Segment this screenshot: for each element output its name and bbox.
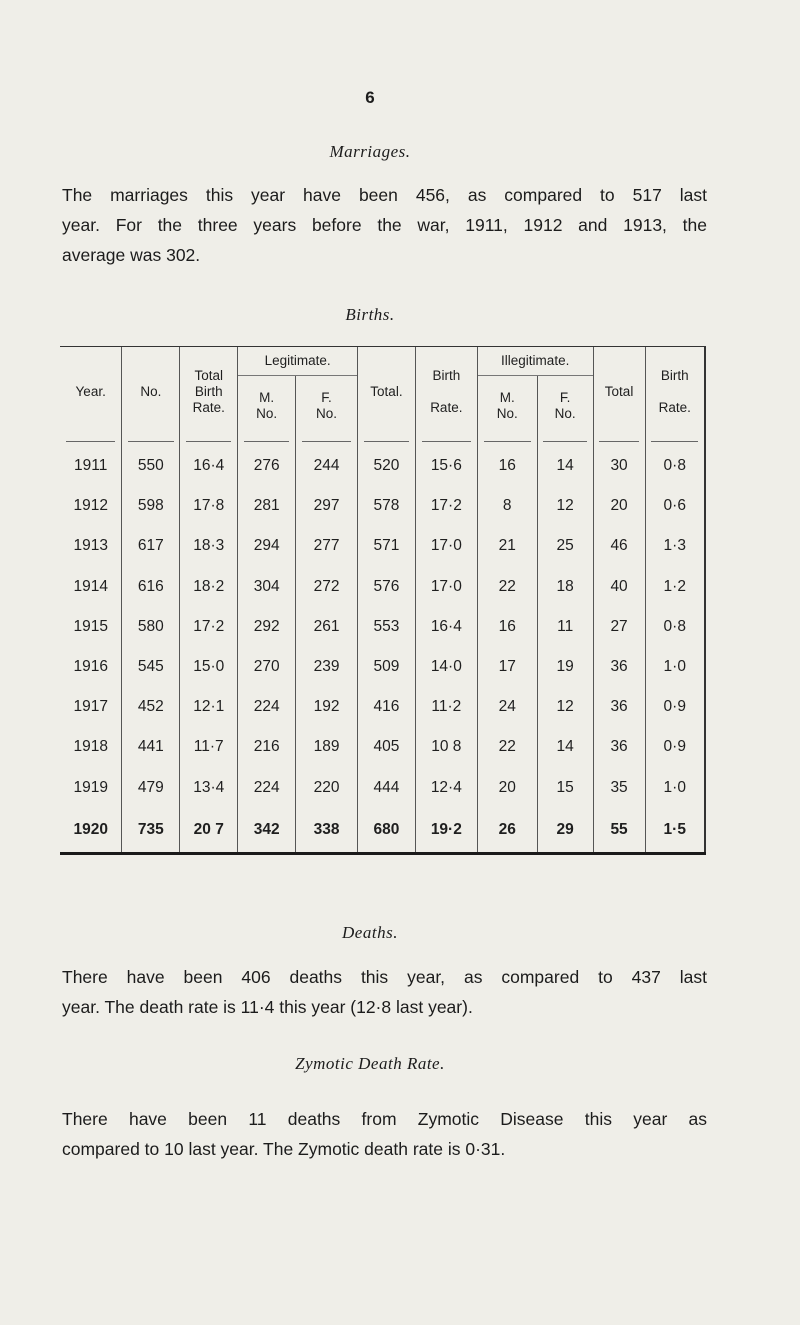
table-row (60, 526, 705, 566)
cell-legit-f-no: 261 (296, 607, 358, 647)
cell-illegit-f-no: 29 (537, 808, 593, 854)
cell-illegit-total: 36 (593, 727, 645, 767)
cell-illegit-m-no: 26 (477, 808, 537, 854)
cell-illegit-birth-rate: 0·9 (645, 687, 705, 727)
header-ill-total: Total (593, 347, 645, 437)
cell-no: 545 (122, 647, 180, 687)
header-text: Rate. (658, 399, 691, 415)
cell-legit-m-no: 292 (238, 607, 296, 647)
table-row (60, 647, 705, 687)
cell-no: 616 (122, 567, 180, 607)
cell-illegit-total: 46 (593, 526, 645, 566)
cell-total-birth-rate: 17·2 (180, 607, 238, 647)
cell-legit-m-no: 224 (238, 768, 296, 808)
header-total-birth-rate (180, 347, 238, 437)
paragraph-line: average was 302. (62, 245, 201, 265)
header-text: Birth (432, 367, 461, 383)
births-heading: Births. (345, 305, 395, 324)
cell-legit-birth-rate: 16·4 (415, 607, 477, 647)
cell-legit-total: 578 (357, 486, 415, 526)
header-text: Total (194, 367, 223, 383)
cell-legit-f-no: 272 (296, 567, 358, 607)
table-row (60, 687, 705, 727)
cell-illegit-birth-rate: 1·2 (645, 567, 705, 607)
header-separator (60, 436, 705, 446)
cell-no: 580 (122, 607, 180, 647)
cell-illegit-m-no: 8 (477, 486, 537, 526)
header-no: No. (122, 347, 180, 437)
header-birth-rate (415, 347, 477, 437)
header-text: Birth (194, 383, 223, 399)
cell-illegit-m-no: 22 (477, 567, 537, 607)
cell-total-birth-rate: 15·0 (180, 647, 238, 687)
cell-total-birth-rate: 12·1 (180, 687, 238, 727)
table-row (60, 768, 705, 808)
zymotic-heading: Zymotic Death Rate. (295, 1054, 445, 1073)
cell-legit-birth-rate: 10 8 (415, 727, 477, 767)
cell-legit-m-no: 216 (238, 727, 296, 767)
cell-legit-birth-rate: 17·2 (415, 486, 477, 526)
cell-illegit-total: 35 (593, 768, 645, 808)
cell-total-birth-rate: 20 7 (180, 808, 238, 854)
cell-legit-total: 444 (357, 768, 415, 808)
cell-illegit-total: 36 (593, 647, 645, 687)
cell-legit-f-no: 244 (296, 446, 358, 486)
cell-illegit-m-no: 16 (477, 446, 537, 486)
header-text: Rate. (430, 399, 463, 415)
births-table (60, 346, 706, 855)
cell-illegit-m-no: 22 (477, 727, 537, 767)
header-text: No. (496, 406, 518, 421)
cell-no: 452 (122, 687, 180, 727)
cell-illegit-total: 55 (593, 808, 645, 854)
cell-illegit-f-no: 11 (537, 607, 593, 647)
cell-legit-total: 576 (357, 567, 415, 607)
cell-legit-m-no: 270 (238, 647, 296, 687)
cell-illegit-birth-rate: 1·3 (645, 526, 705, 566)
births-table-wrapper (60, 346, 706, 855)
table-row (60, 727, 705, 767)
cell-illegit-m-no: 24 (477, 687, 537, 727)
cell-illegit-birth-rate: 1·0 (645, 647, 705, 687)
cell-total-birth-rate: 13·4 (180, 768, 238, 808)
header-text: M. (259, 390, 275, 405)
deaths-heading: Deaths. (342, 923, 398, 942)
cell-year: 1917 (73, 698, 108, 716)
cell-legit-m-no: 342 (238, 808, 296, 854)
header-text: No. (554, 406, 576, 421)
cell-year: 1916 (73, 658, 108, 676)
cell-total-birth-rate: 17·8 (180, 486, 238, 526)
cell-legit-total: 520 (357, 446, 415, 486)
cell-legit-total: 553 (357, 607, 415, 647)
cell-illegit-m-no: 21 (477, 526, 537, 566)
cell-no: 598 (122, 486, 180, 526)
cell-legit-total: 509 (357, 647, 415, 687)
table-row (60, 567, 705, 607)
cell-illegit-f-no: 18 (537, 567, 593, 607)
cell-illegit-total: 20 (593, 486, 645, 526)
cell-legit-f-no: 189 (296, 727, 358, 767)
paragraph-line: The marriages this year have been 456, as compared to 517 last (62, 185, 707, 205)
header-ill-f-no (537, 376, 593, 437)
cell-year: 1913 (73, 537, 108, 555)
table-row (60, 808, 705, 854)
cell-illegit-f-no: 14 (537, 727, 593, 767)
cell-legit-birth-rate: 15·6 (415, 446, 477, 486)
cell-illegit-total: 40 (593, 567, 645, 607)
header-ill-birth-rate (645, 347, 705, 437)
paragraph-line: year. For the three years before the war, 1911, 1912 and 1913, the (62, 215, 707, 235)
paragraph-line: There have been 11 deaths from Zymotic Disease this year as (62, 1109, 707, 1129)
header-text: F. (559, 390, 571, 405)
cell-illegit-birth-rate: 1·5 (645, 808, 705, 854)
paragraph-line: compared to 10 last year. The Zymotic death rate is 0·31. (62, 1139, 506, 1159)
cell-illegit-f-no: 25 (537, 526, 593, 566)
cell-year: 1914 (73, 577, 108, 595)
cell-illegit-birth-rate: 0·8 (645, 607, 705, 647)
cell-legit-m-no: 276 (238, 446, 296, 486)
header-text: No. (316, 406, 338, 421)
cell-legit-m-no: 281 (238, 486, 296, 526)
cell-legit-total: 416 (357, 687, 415, 727)
cell-legit-f-no: 239 (296, 647, 358, 687)
cell-legit-m-no: 294 (238, 526, 296, 566)
cell-legit-f-no: 192 (296, 687, 358, 727)
paragraph-line: There have been 406 deaths this year, as compared to 437 last (62, 967, 707, 987)
cell-legit-birth-rate: 12·4 (415, 768, 477, 808)
cell-illegit-birth-rate: 1·0 (645, 768, 705, 808)
cell-illegit-f-no: 12 (537, 486, 593, 526)
header-legitimate: Legitimate. (238, 347, 358, 376)
cell-illegit-m-no: 20 (477, 768, 537, 808)
header-text: M. (499, 390, 515, 405)
cell-year: 1911 (74, 457, 108, 475)
header-total: Total. (357, 347, 415, 437)
cell-legit-m-no: 224 (238, 687, 296, 727)
cell-legit-m-no: 304 (238, 567, 296, 607)
cell-illegit-f-no: 12 (537, 687, 593, 727)
cell-year: 1920 (73, 820, 108, 838)
cell-illegit-total: 30 (593, 446, 645, 486)
header-text: Rate. (192, 399, 225, 415)
cell-illegit-birth-rate: 0·9 (645, 727, 705, 767)
header-ill-m-no (477, 376, 537, 437)
cell-no: 617 (122, 526, 180, 566)
header-m-no (238, 376, 296, 437)
cell-total-birth-rate: 18·2 (180, 567, 238, 607)
cell-illegit-m-no: 17 (477, 647, 537, 687)
deaths-paragraph (62, 962, 707, 1022)
table-row (60, 486, 705, 526)
cell-legit-total: 571 (357, 526, 415, 566)
cell-no: 735 (122, 808, 180, 854)
header-year: Year. (60, 347, 122, 437)
cell-legit-total: 680 (357, 808, 415, 854)
cell-illegit-f-no: 19 (537, 647, 593, 687)
cell-legit-f-no: 338 (296, 808, 358, 854)
cell-legit-f-no: 220 (296, 768, 358, 808)
cell-illegit-f-no: 14 (537, 446, 593, 486)
cell-total-birth-rate: 18·3 (180, 526, 238, 566)
header-text: No. (256, 406, 278, 421)
cell-year: 1915 (73, 617, 108, 635)
cell-legit-birth-rate: 17·0 (415, 526, 477, 566)
cell-legit-f-no: 297 (296, 486, 358, 526)
cell-illegit-f-no: 15 (537, 768, 593, 808)
paragraph-line: year. The death rate is 11·4 this year (12·8 last year). (62, 997, 473, 1017)
cell-total-birth-rate: 11·7 (180, 727, 238, 767)
cell-legit-birth-rate: 14·0 (415, 647, 477, 687)
cell-illegit-birth-rate: 0·6 (645, 486, 705, 526)
cell-legit-total: 405 (357, 727, 415, 767)
cell-legit-f-no: 277 (296, 526, 358, 566)
cell-no: 479 (122, 768, 180, 808)
cell-legit-birth-rate: 11·2 (415, 687, 477, 727)
cell-year: 1918 (73, 738, 108, 756)
marriages-heading: Marriages. (329, 142, 411, 161)
header-text: Birth (660, 367, 689, 383)
cell-legit-birth-rate: 19·2 (415, 808, 477, 854)
cell-total-birth-rate: 16·4 (180, 446, 238, 486)
page-number: 6 (365, 88, 375, 107)
table-row (60, 607, 705, 647)
cell-year: 1912 (73, 497, 108, 515)
header-illegitimate: Illegitimate. (477, 347, 593, 376)
table-row (60, 446, 705, 486)
births-table-body (60, 446, 705, 853)
marriages-paragraph (62, 180, 707, 270)
cell-no: 441 (122, 727, 180, 767)
header-text: F. (321, 390, 332, 405)
header-f-no (296, 376, 358, 437)
cell-illegit-total: 36 (593, 687, 645, 727)
cell-illegit-birth-rate: 0·8 (645, 446, 705, 486)
cell-year: 1919 (73, 778, 108, 796)
cell-legit-birth-rate: 17·0 (415, 567, 477, 607)
cell-no: 550 (122, 446, 180, 486)
cell-illegit-total: 27 (593, 607, 645, 647)
cell-illegit-m-no: 16 (477, 607, 537, 647)
zymotic-paragraph (62, 1104, 707, 1164)
